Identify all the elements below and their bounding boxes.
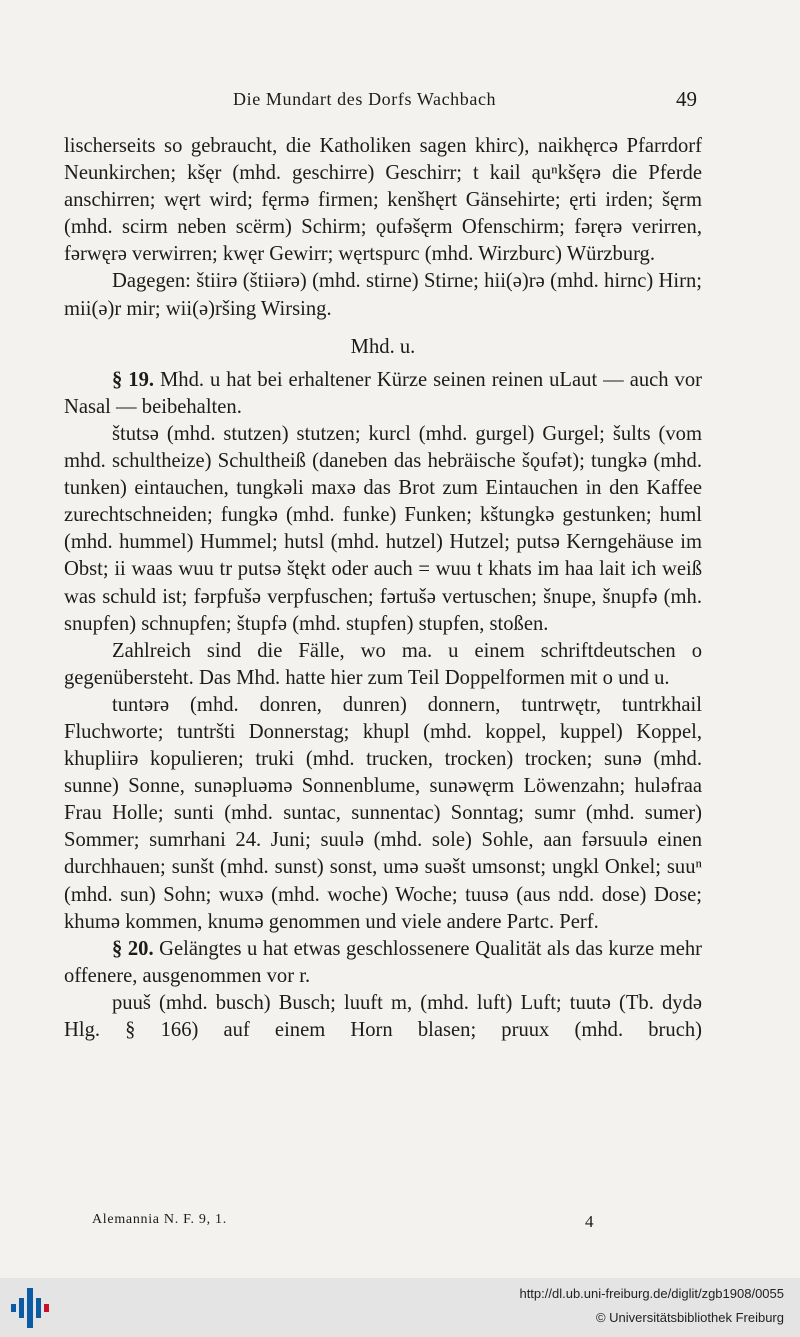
running-head xyxy=(0,89,800,115)
paragraph: tuntərə (mhd. donren, dunren) donnern, tuntrwętr, tuntrkhail Fluchworte; tuntršti Donnerstag; khupl (mhd. koppel, kuppel) Koppel, khupliirə kopulieren; truki (mhd. trucken, trocken) trocken; sunə (mhd. sunne) Sonne, sunəpluəmə Sonnenblume, sunəwęrm Löwenzahn; huləfraa Frau Holle; sunti (mhd. suntac, sunnentac) Sonntag; sumr (mhd. sumer) Sommer; sumrhani 24. Juni; suulə (mhd. sole) Sohle, aan fərsuulə einen durchhauen; sunšt (mhd. sunst) sonst, umə suəšt umsonst; ungkl Onkel; suuⁿ (mhd. sun) Sohn; wuxə (mhd. woche) Woche; tuusə (aus ndd. dose) Dose; khumə kommen, knumə genommen und viele andere Partc. Perf. xyxy=(64,693,702,933)
paragraph-section-19 xyxy=(64,367,702,421)
printer-signature: Alemannia N. F. 9, 1. xyxy=(92,1212,227,1227)
library-logo-icon xyxy=(10,1284,50,1332)
paragraph-section-20 xyxy=(64,936,702,990)
page-url-link[interactable]: http://dl.ub.uni-freiburg.de/diglit/zgb1908/0055 xyxy=(519,1286,784,1301)
paragraph: štutsə (mhd. stutzen) stutzen; kurcl (mhd. gurgel) Gurgel; šults (vom mhd. schultheize) Schultheiß (daneben das hebräische šǫufət); tungkə (mhd. tunken) eintauchen, tungkəli maxə das Brot zum Eintauchen in den Kaffee zurechtschneiden; fungkə (mhd. funke) Funken; kštungkə gestunken; huml (mhd. hummel) Hummel; hutsl (mhd. hutzel) Hutzel; putsə Kerngehäuse im Obst; ii waas wuu tr putsə štękt oder auch = wuu t khats im haa lait ich weiß was schuld ist; fərpfušə verpfuschen; fərtušə vertuschen; šnupe, šnupfə (mh. snupfen) schnupfen; štupfə (mhd. stupfen) stupfen, stoßen. xyxy=(64,422,702,635)
section-sign-20: § 20. xyxy=(112,937,154,960)
running-title: Die Mundart des Dorfs Wachbach xyxy=(233,89,497,109)
viewer-footer-bar xyxy=(0,1278,800,1337)
paragraph: Dagegen: štiirə (štiiərə) (mhd. stirne) Stirne; hii(ə)rə (mhd. hirnc) Hirn; mii(ə)r mir; wii(ə)ršing Wirsing. xyxy=(64,270,702,320)
page-footer xyxy=(0,1212,800,1234)
signature-number: 4 xyxy=(585,1212,594,1231)
paragraph-body: Gelängtes u hat etwas geschlossenere Qualität als das kurze mehr offenere, ausgenommen vor r. xyxy=(64,937,703,987)
paragraph: puuš (mhd. busch) Busch; luuft m, (mhd. luft) Luft; tuutə (Tb. dydə Hlg. § 166) auf einem Horn blasen; pruux (mhd. bruch) xyxy=(64,991,702,1041)
page-number: 49 xyxy=(676,87,697,111)
section-sign-19: § 19. xyxy=(112,368,155,391)
paragraph-body: Mhd. u hat bei erhaltener Kürze seinen reinen uLaut — auch vor Nasal — beibehalten. xyxy=(64,368,703,418)
paragraph: Zahlreich sind die Fälle, wo ma. u einem schriftdeutschen o gegenübersteht. Das Mhd. hatte hier zum Teil Doppelformen mit o und u. xyxy=(64,639,702,689)
body-text xyxy=(64,133,702,1044)
section-heading: Mhd. u. xyxy=(350,335,416,358)
paragraph: lischerseits so gebraucht, die Katholiken sagen khirc), naikhęrcə Pfarrdorf Neunkirchen; kšęr (mhd. geschirre) Geschirr; t kail ąuⁿkšęrə die Pferde anschirren; węrt wird; fęrmə firmen; kenšhęrt Gänsehirte; ęrti irden; šęrm (mhd. scirm neben scërm) Schirm; ǫufəšęrm Ofenschirm; fəręrə verirren, fərwęrə verwirren; kwęr Gewirr; węrtspurc (mhd. Wirzburc) Würzburg. xyxy=(64,135,702,266)
copyright-notice: © Universitätsbibliothek Freiburg xyxy=(595,1310,784,1325)
